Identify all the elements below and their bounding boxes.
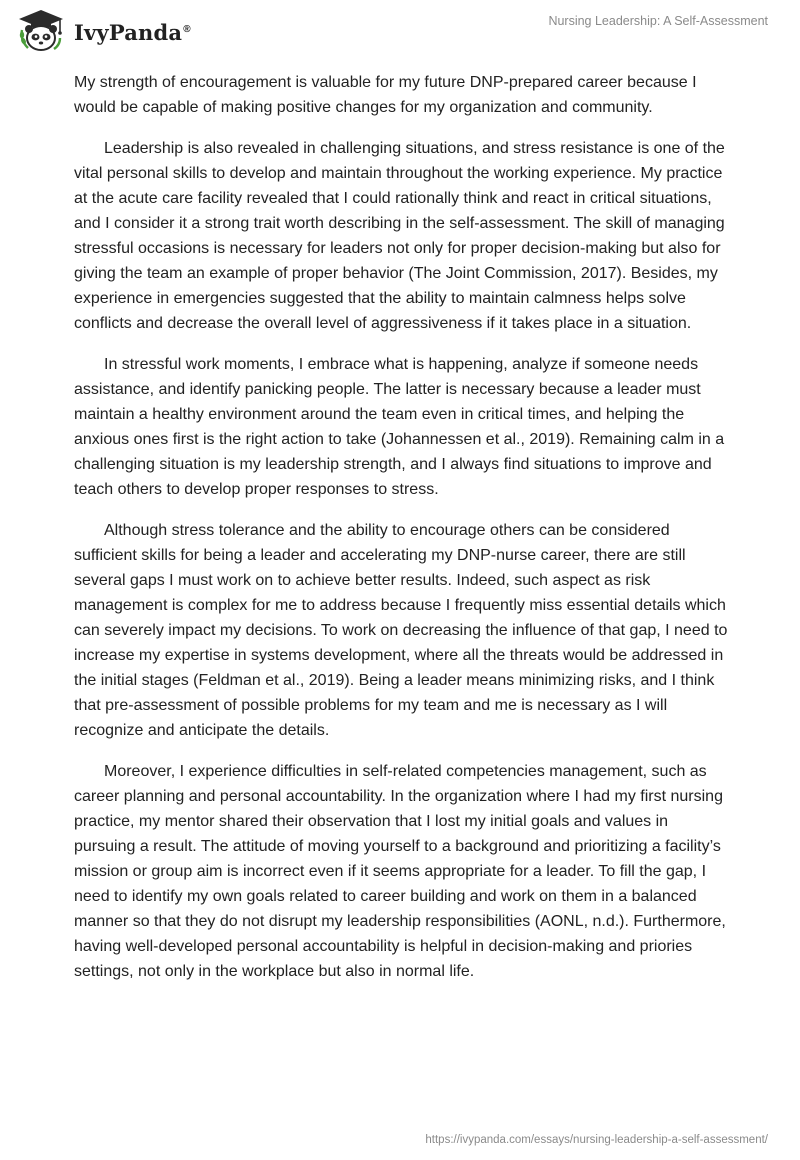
source-url[interactable]: https://ivypanda.com/essays/nursing-leadership-a-self-assessment/	[425, 1134, 768, 1146]
brand-logo[interactable]	[16, 8, 191, 54]
paragraph: Leadership is also revealed in challenging situations, and stress resistance is one of the vital personal skills to develop and maintain throughout the working experience. My practice at the acute care facility revealed that I could rationally think and react in critical situations, and I consider it a strong trait worth describing in the self-assessment. The skill of managing stressful occasions is necessary for leaders not only for proper decision-making but also for giving the team an example of proper behavior (The Joint Commission, 2017). Besides, my experience in emergencies suggested that the ability to maintain calmness helps solve conflicts and decrease the overall level of aggressiveness if it takes place in a situation.	[74, 140, 725, 332]
registered-mark: ®	[183, 23, 191, 35]
page-header	[0, 0, 800, 70]
panda-graduate-icon	[16, 8, 66, 54]
document-title: Nursing Leadership: A Self-Assessment	[548, 14, 768, 28]
brand-name: IvyPanda®	[74, 19, 191, 45]
essay-body	[74, 70, 728, 1000]
paragraph: My strength of encouragement is valuable for my future DNP-prepared career because I would be capable of making positive changes for my organization and community.	[74, 74, 697, 116]
paragraph: Moreover, I experience difficulties in self-related competencies management, such as career planning and personal accountability. In the organization where I had my first nursing practice, my mentor shared their observation that I lost my initial goals and values in pursuing a result. The attitude of moving yourself to a background and prioritizing a facility’s mission or group aim is incorrect even if it seems appropriate for a leader. To fill the gap, I need to identify my own goals related to career building and work on them in a balanced manner so that they do not disrupt my leadership responsibilities (AONL, n.d.). Furthermore, having well-developed personal accountability is helpful in decision-making and priories settings, not only in the workplace but also in normal life.	[74, 763, 726, 980]
paragraph: In stressful work moments, I embrace what is happening, analyze if someone needs assistance, and identify panicking people. The latter is necessary because a leader must maintain a healthy environment around the team even in critical times, and helping the anxious ones first is the right action to take (Johannessen et al., 2019). Remaining calm in a challenging situation is my leadership strength, and I always find situations to improve and teach others to develop proper responses to stress.	[74, 356, 725, 498]
paragraph: Although stress tolerance and the ability to encourage others can be considered sufficient skills for being a leader and accelerating my DNP-nurse career, there are still several gaps I must work on to achieve better results. Indeed, such aspect as risk management is complex for me to address because I frequently miss essential details which can severely impact my decisions. To work on decreasing the influence of that gap, I need to increase my expertise in systems development, where all the threats would be addressed in the initial stages (Feldman et al., 2019). Being a leader means minimizing risks, and I think that pre-assessment of possible problems for my team and me is necessary as I will recognize and anticipate the details.	[74, 522, 728, 739]
